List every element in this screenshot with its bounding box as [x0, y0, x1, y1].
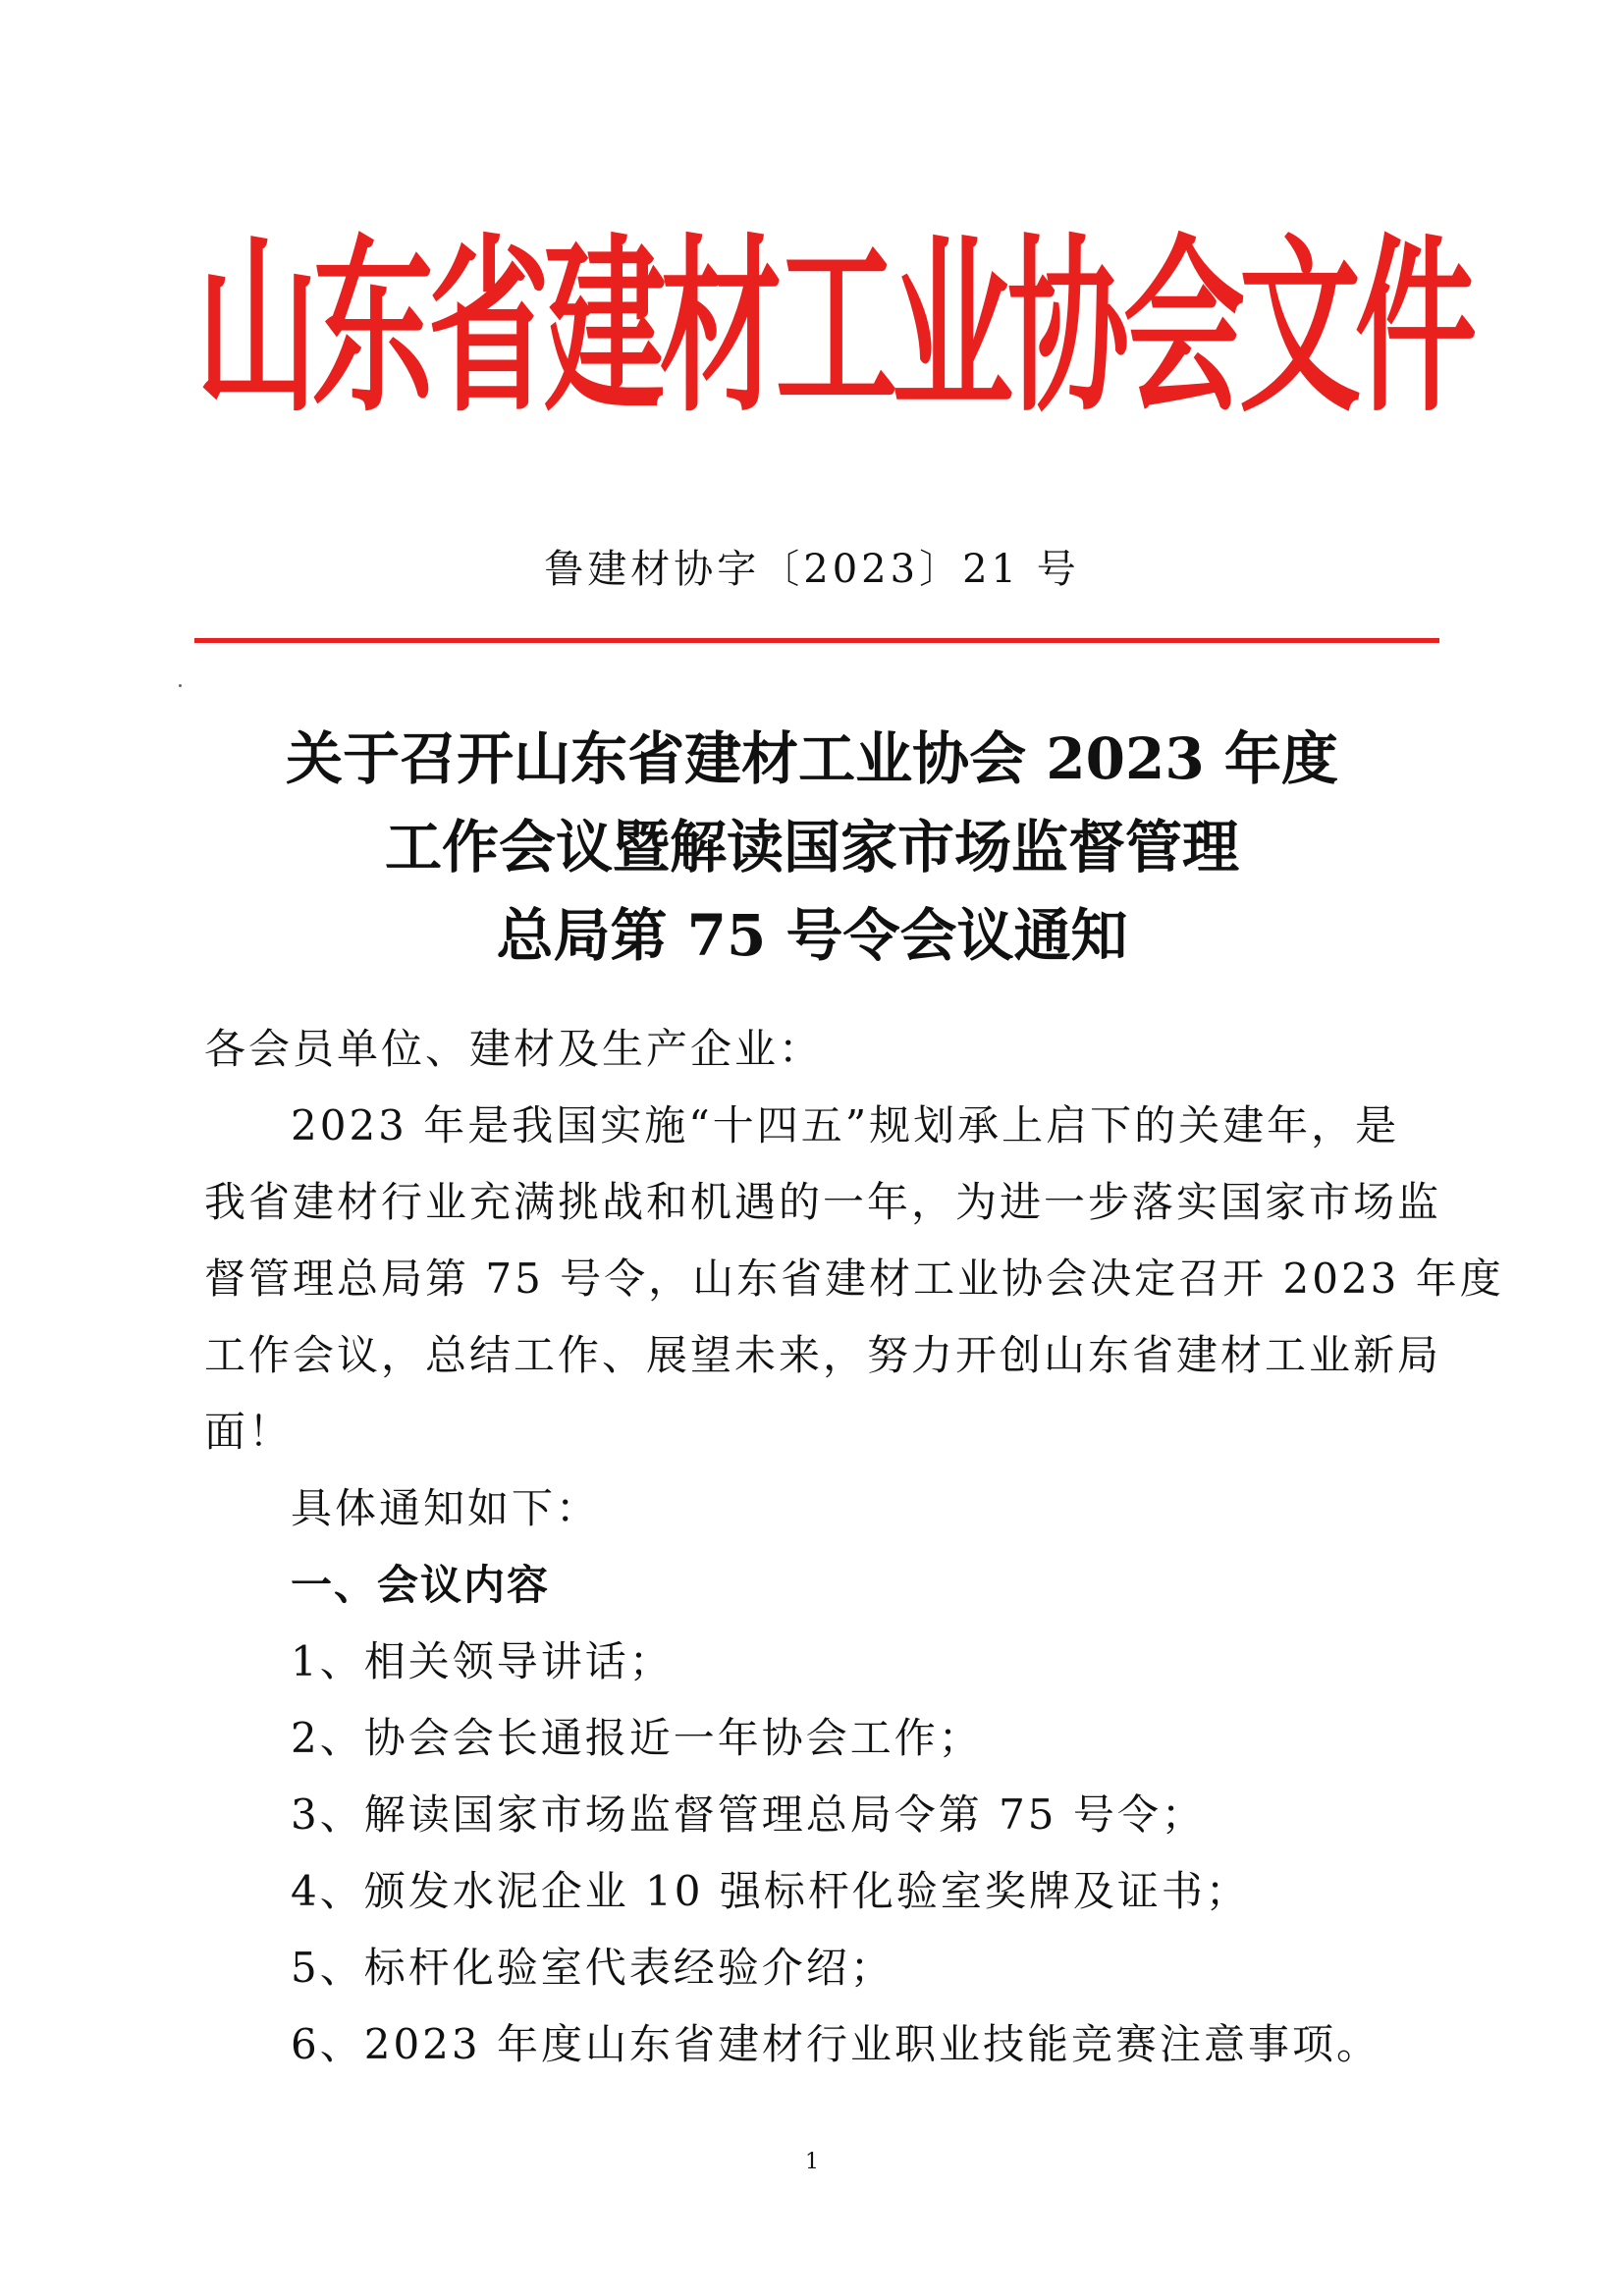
list-item: 3、解读国家市场监督管理总局令第 75 号令； [291, 1790, 1206, 1839]
stray-dot [179, 684, 182, 687]
list-item: 5、标杆化验室代表经验介绍； [291, 1944, 894, 1992]
title-line-1: 关于召开山东省建材工业协会 2023 年度 [286, 725, 1338, 792]
list-item: 4、颁发水泥企业 10 强标杆化验室奖牌及证书； [291, 1867, 1250, 1915]
page-number: 1 [805, 2150, 819, 2174]
notice-title [157, 715, 1467, 980]
intro-line: 具体通知如下： [291, 1484, 601, 1532]
masthead-title [196, 219, 1472, 439]
paragraph-line-5: 面！ [204, 1408, 294, 1456]
paragraph-line-1: 2023 年是我国实施“十四五”规划承上启下的关建年，是 [291, 1101, 1400, 1149]
document-number: 鲁建材协字〔2023〕21 号 [544, 547, 1080, 592]
paragraph-line-4: 工作会议，总结工作、展望未来，努力开创山东省建材工业新局 [204, 1331, 1442, 1379]
red-divider-line [194, 638, 1439, 643]
list-item: 6、2023 年度山东省建材行业职业技能竞赛注意事项。 [291, 2020, 1380, 2068]
section-heading: 一、会议内容 [291, 1561, 551, 1609]
paragraph-line-2: 我省建材行业充满挑战和机遇的一年，为进一步落实国家市场监 [204, 1178, 1442, 1226]
list-item: 1、相关领导讲话； [291, 1637, 674, 1685]
title-line-2: 工作会议暨解读国家市场监督管理 [384, 814, 1239, 881]
salutation: 各会员单位、建材及生产企业： [204, 1025, 824, 1073]
title-line-3: 总局第 75 号令会议通知 [496, 902, 1128, 969]
list-item: 2、协会会长通报近一年协会工作； [291, 1714, 983, 1762]
paragraph-line-3: 督管理总局第 75 号令，山东省建材工业协会决定召开 2023 年度 [204, 1255, 1504, 1303]
masthead-text: 山东省建材工业协会文件 [196, 219, 1472, 439]
body-paragraph [204, 1088, 1504, 1470]
